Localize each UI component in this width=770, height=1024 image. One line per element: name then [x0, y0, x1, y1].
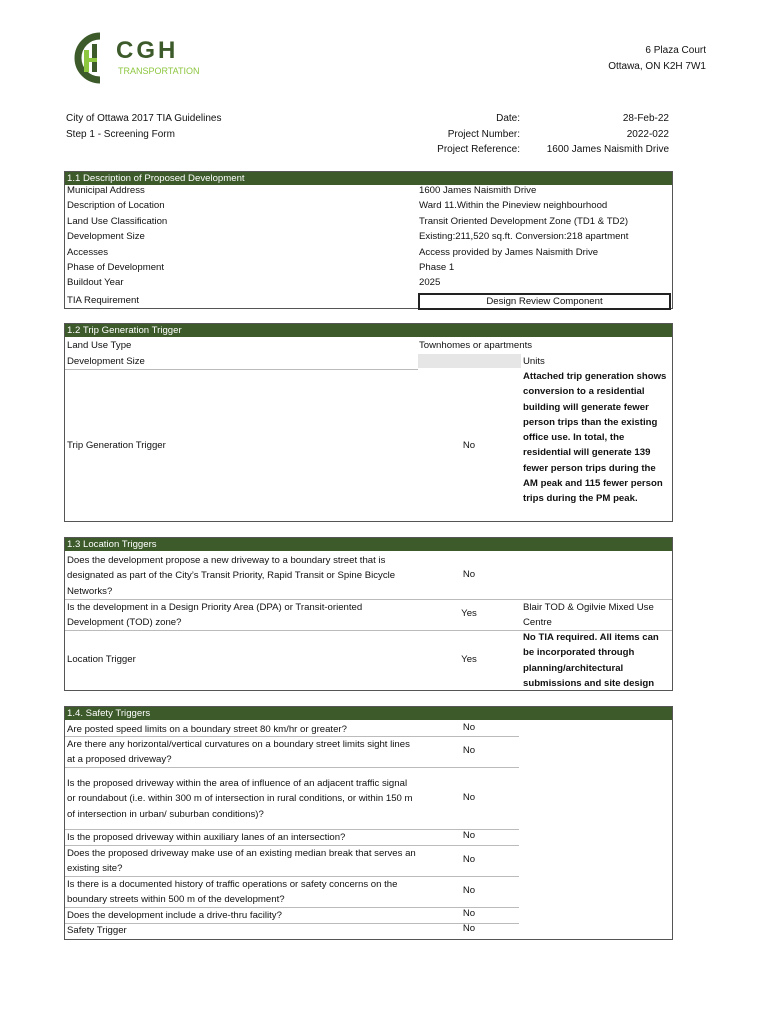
tia-requirement-value: Design Review Component [418, 293, 671, 310]
safety-answer: No [462, 745, 476, 756]
company-address [608, 43, 706, 75]
location-answer-1: No [462, 569, 476, 580]
project-number-value: 2022-022 [626, 128, 669, 140]
safety-question: Is the proposed driveway within the area of influence of an adjacent traffic signal or roundabout (i.e. within 300 m of intersection in rural conditions, or within 150 m of intersection in urban/ suburban conditions)? [67, 778, 413, 820]
land-use-value: Townhomes or apartments [419, 340, 533, 351]
safety-question: Are posted speed limits on a boundary street 80 km/hr or greater? [67, 724, 347, 735]
row-value: Transit Oriented Development Zone (TD1 & TD2) [419, 215, 629, 227]
dev-size-units: Units [523, 356, 545, 367]
section-trip-generation-title: 1.2 Trip Generation Trigger [65, 324, 672, 337]
safety-trigger-label: Safety Trigger [67, 925, 127, 936]
safety-question: Does the proposed driveway make use of an existing median break that serves an existing site? [67, 848, 416, 875]
safety-question: Does the development include a drive-thru facility? [67, 910, 282, 921]
table-row [65, 200, 672, 215]
logo-subtitle: TRANSPORTATION [118, 66, 200, 76]
section-location [64, 537, 673, 691]
logo-letters: CGH [116, 37, 179, 64]
project-number-label: Project Number: [447, 128, 520, 140]
address-line-1: 6 Plaza Court [645, 45, 706, 56]
row-value: 1600 James Naismith Drive [419, 185, 537, 196]
trip-trigger-label: Trip Generation Trigger [67, 440, 166, 451]
address-line-2: Ottawa, ON K2H 7W1 [608, 61, 706, 72]
location-trigger-label: Location Trigger [67, 654, 136, 665]
row-value: 2025 [419, 277, 441, 289]
guidelines-title: City of Ottawa 2017 TIA Guidelines [66, 113, 222, 124]
table-row [65, 262, 672, 277]
row-label: Land Use Classification [67, 215, 168, 227]
divider [65, 369, 418, 370]
divider [65, 767, 519, 768]
safety-trigger-value: No [462, 923, 476, 934]
date-value: 28-Feb-22 [622, 113, 669, 124]
location-trigger-note: No TIA required. All items can be incorporated through planning/architectural submissions and site design [523, 632, 659, 690]
date-label: Date: [496, 113, 520, 124]
description-table [65, 185, 672, 308]
section-location-title: 1.3 Location Triggers [65, 538, 672, 551]
safety-question: Is there is a documented history of traffic operations or safety concerns on the boundary streets within 500 m of the development? [67, 879, 398, 906]
section-safety-title: 1.4. Safety Triggers [65, 707, 672, 720]
row-value: Ward 11.Within the Pineview neighbourhood [419, 200, 608, 212]
form-title-block [66, 111, 221, 142]
safety-question: Is the proposed driveway within auxiliary lanes of an intersection? [67, 832, 346, 843]
row-label: Accesses [67, 246, 109, 258]
project-reference-label: Project Reference: [437, 144, 520, 155]
row-value: Existing:211,520 sq.ft. Conversion:218 apartment [419, 231, 629, 243]
safety-answer: No [462, 854, 476, 865]
location-note-2: Blair TOD & Ogilvie Mixed Use Centre [523, 602, 654, 629]
table-row [65, 277, 672, 292]
safety-answer: No [462, 722, 476, 733]
row-label: Development Size [67, 231, 145, 243]
section-safety [64, 706, 673, 940]
table-row [65, 185, 672, 200]
location-answer-2: Yes [461, 608, 477, 619]
location-trigger-value: Yes [461, 654, 477, 665]
cgh-logo [64, 30, 204, 86]
row-label: Description of Location [67, 200, 165, 212]
row-label: Municipal Address [67, 185, 145, 196]
section-trip-generation [64, 323, 673, 522]
trip-trigger-note: Attached trip generation shows conversion to a residential building will generate fewer person trips than the existing office use. In total, the residential will generate 139 fewer person trips during the AM peak and 115 fewer person trips during the PM peak. [523, 371, 667, 505]
safety-answer: No [462, 792, 476, 803]
safety-answer: No [462, 908, 476, 919]
step-title: Step 1 - Screening Form [66, 128, 175, 140]
trip-trigger-value: No [462, 440, 476, 451]
table-row [65, 247, 672, 262]
row-label: Buildout Year [67, 277, 124, 289]
table-row [65, 293, 672, 308]
row-value: Access provided by James Naismith Drive [419, 246, 599, 258]
safety-answer: No [462, 830, 476, 841]
location-question-1: Does the development propose a new driveway to a boundary street that is designated as part of the City’s Transit Priority, Rapid Transit or Spine Bicycle Networks? [67, 555, 396, 597]
dev-size-label: Development Size [67, 356, 145, 367]
safety-question: Are there any horizontal/vertical curvatures on a boundary street limits sight lines at a proposed driveway? [67, 739, 410, 766]
dev-size-input[interactable] [418, 354, 521, 368]
project-values [520, 111, 669, 158]
land-use-label: Land Use Type [67, 340, 132, 351]
section-description-title: 1.1 Description of Proposed Development [65, 172, 672, 185]
location-question-2: Is the development in a Design Priority Area (DPA) or Transit-oriented Development (TOD) zone? [67, 602, 363, 629]
table-row [65, 231, 672, 246]
project-reference-value: 1600 James Naismith Drive [546, 144, 669, 155]
project-labels [420, 111, 520, 158]
row-label: Phase of Development [67, 261, 165, 273]
row-value: Phase 1 [419, 261, 455, 273]
row-label: TIA Requirement [67, 294, 139, 306]
section-description [64, 171, 673, 309]
safety-answer: No [462, 885, 476, 896]
table-row [65, 216, 672, 231]
